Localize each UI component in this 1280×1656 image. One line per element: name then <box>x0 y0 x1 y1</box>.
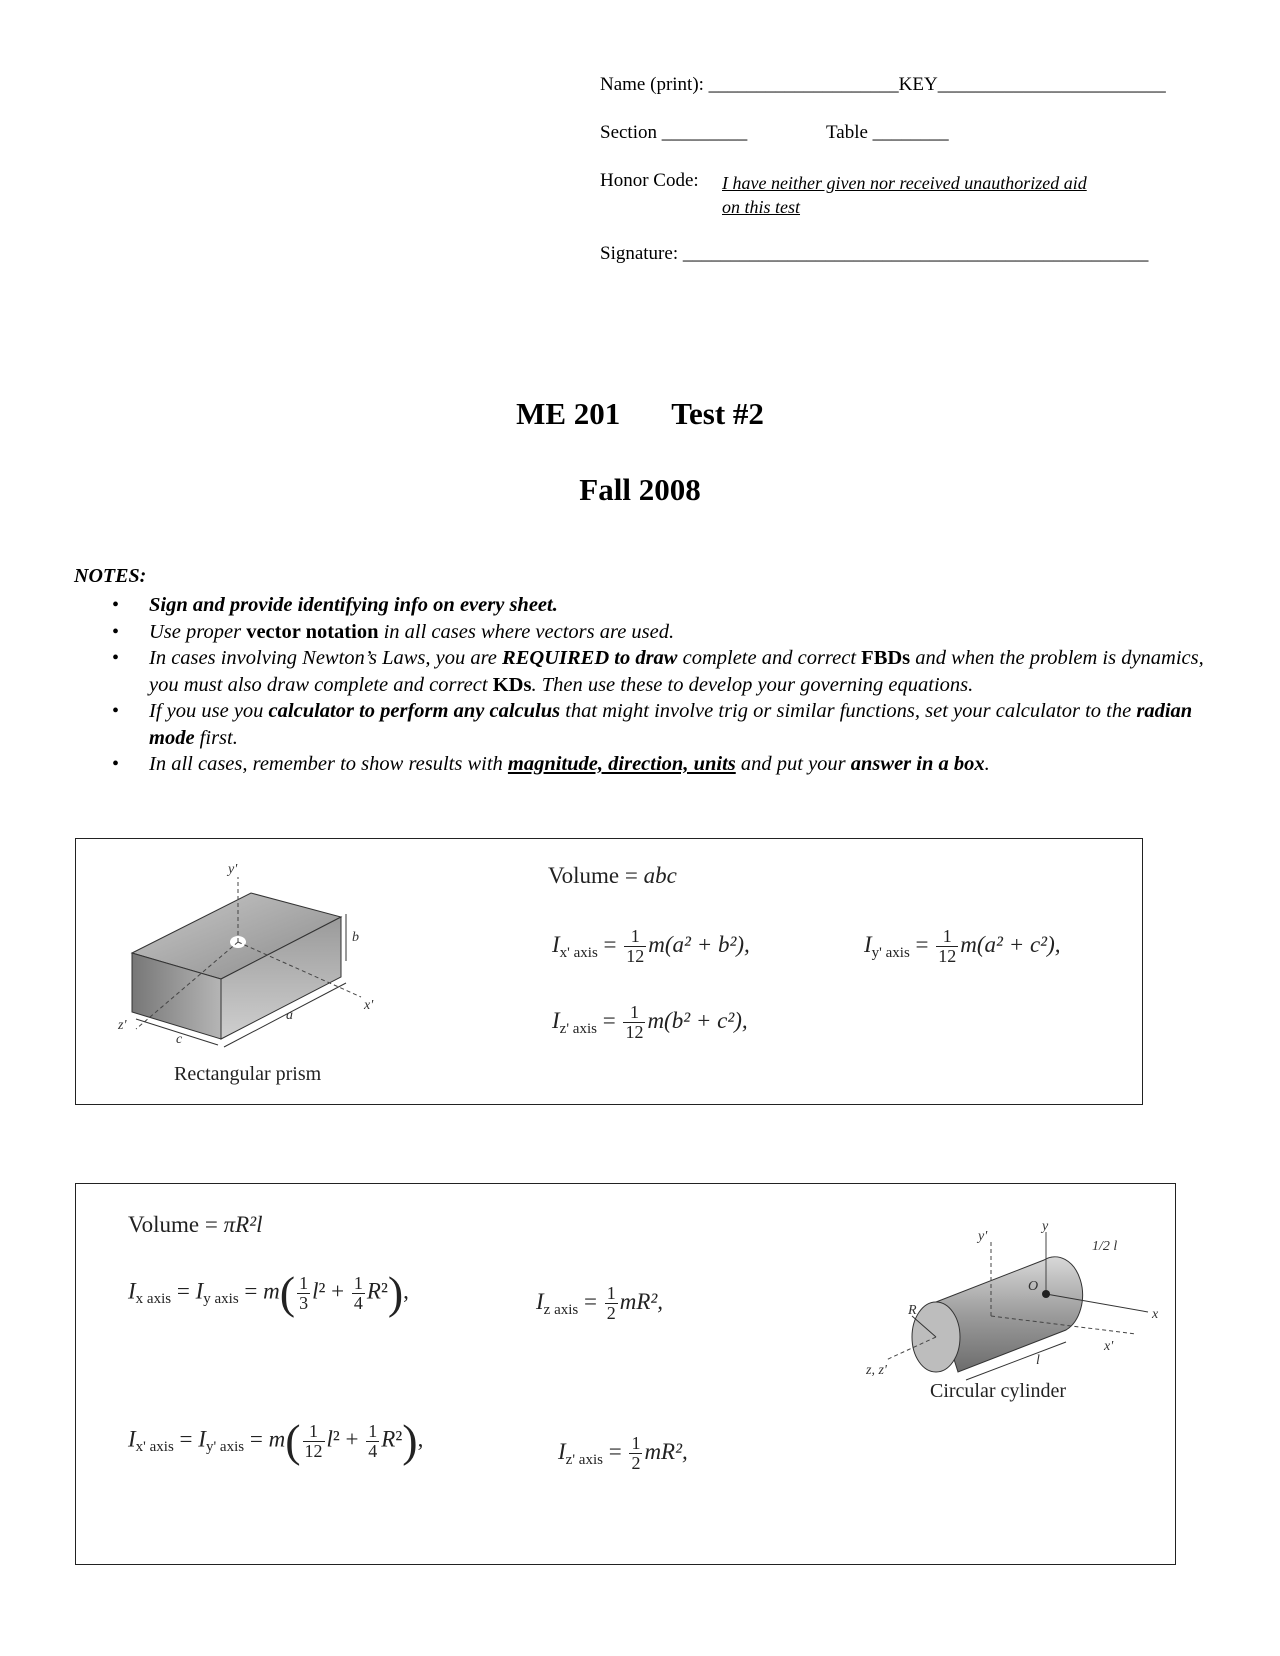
cylinder-izp-formula: $I_{z' axis}$ = $\frac{1}{2}$ mR², <box>558 1433 688 1473</box>
prism-formula-box <box>75 838 1143 1105</box>
cyl-label-x: x <box>1152 1307 1159 1322</box>
prism-iy-formula: $I_{y' axis}$ = $\frac{1}{12}$ m(a² + c²), <box>864 926 1061 966</box>
cyl-label-z: z, z' <box>866 1363 887 1378</box>
prism-volume: Volume = abc <box>548 863 677 888</box>
test-number: Test #2 <box>671 396 764 431</box>
note-item: • If you use you calculator to perform any calculus that might involve trig or similar functions, set your calculator to the radian mode first. <box>75 698 1205 751</box>
term: Fall 2008 <box>579 472 701 507</box>
prism-caption: Rectangular prism <box>174 1063 322 1085</box>
page-title <box>0 396 1280 432</box>
table-line: Table ________ <box>826 122 949 143</box>
rectangular-prism-figure <box>106 857 446 1087</box>
prism-label-z: z' <box>118 1018 127 1033</box>
honor-code-text <box>722 171 1087 219</box>
note-item: • Sign and provide identifying info on every sheet. <box>75 592 1205 619</box>
notes-label: NOTES: <box>74 565 147 587</box>
note-item: • In all cases, remember to show results with magnitude, direction, units and put your answer in a box. <box>75 751 1205 778</box>
signature-line: Signature: _________________________________________________ <box>600 243 1149 264</box>
cyl-label-y1: y' <box>978 1229 988 1244</box>
honor-code-text-line1: I have neither given nor received unauthorized aid <box>722 173 1087 193</box>
honor-code-label: Honor Code: <box>600 170 699 191</box>
section-line: Section _________ <box>600 122 748 143</box>
cyl-label-R: R <box>908 1303 917 1318</box>
prism-label-a: a <box>286 1008 293 1023</box>
prism-label-b: b <box>352 930 359 945</box>
cylinder-formula-box <box>75 1183 1176 1565</box>
cyl-label-half: 1/2 l <box>1092 1239 1118 1254</box>
prism-label-x: x' <box>364 998 374 1013</box>
cyl-label-O: O <box>1028 1279 1039 1294</box>
cylinder-volume: Volume = πR²l <box>128 1212 263 1237</box>
note-item: • In cases involving Newton’s Laws, you are REQUIRED to draw complete and correct FBDs and when the problem is dynamics, you must also draw complete and correct KDs. Then use these to develop your governing equations. <box>75 645 1205 698</box>
note-item: • Use proper vector notation in all cases where vectors are used. <box>75 619 1205 646</box>
cyl-label-l: l <box>1036 1353 1040 1368</box>
cylinder-ix-iy-formula: $I_{x axis} = I_{y axis} = m$( $\frac{1}{3}$ l² + $\frac{1}{4}$ R²), <box>128 1267 409 1318</box>
cylinder-caption: Circular cylinder <box>930 1380 1067 1402</box>
prism-label-y: y' <box>228 862 238 877</box>
prism-label-c: c <box>176 1032 183 1047</box>
prism-ix-formula: $I_{x' axis}$ = $\frac{1}{12}$ m(a² + b²), <box>552 926 750 966</box>
name-line: Name (print): ____________________KEY________________________ <box>600 74 1166 95</box>
course-code: ME 201 <box>516 396 621 431</box>
prism-iz-formula: $I_{z' axis}$ = $\frac{1}{12}$ m(b² + c²), <box>552 1002 748 1042</box>
cyl-label-y2: y <box>1042 1220 1049 1234</box>
honor-code-text-line2: on this test <box>722 197 801 217</box>
notes-list <box>75 592 1205 778</box>
cylinder-ixp-iyp-formula: $I_{x' axis} = I_{y' axis} = m$( $\frac{1}{12}$ l² + $\frac{1}{4}$ R²), <box>128 1415 424 1466</box>
cylinder-iz-formula: $I_{z axis}$ = $\frac{1}{2}$ mR², <box>536 1283 664 1323</box>
cyl-label-xp: x' <box>1104 1339 1114 1354</box>
